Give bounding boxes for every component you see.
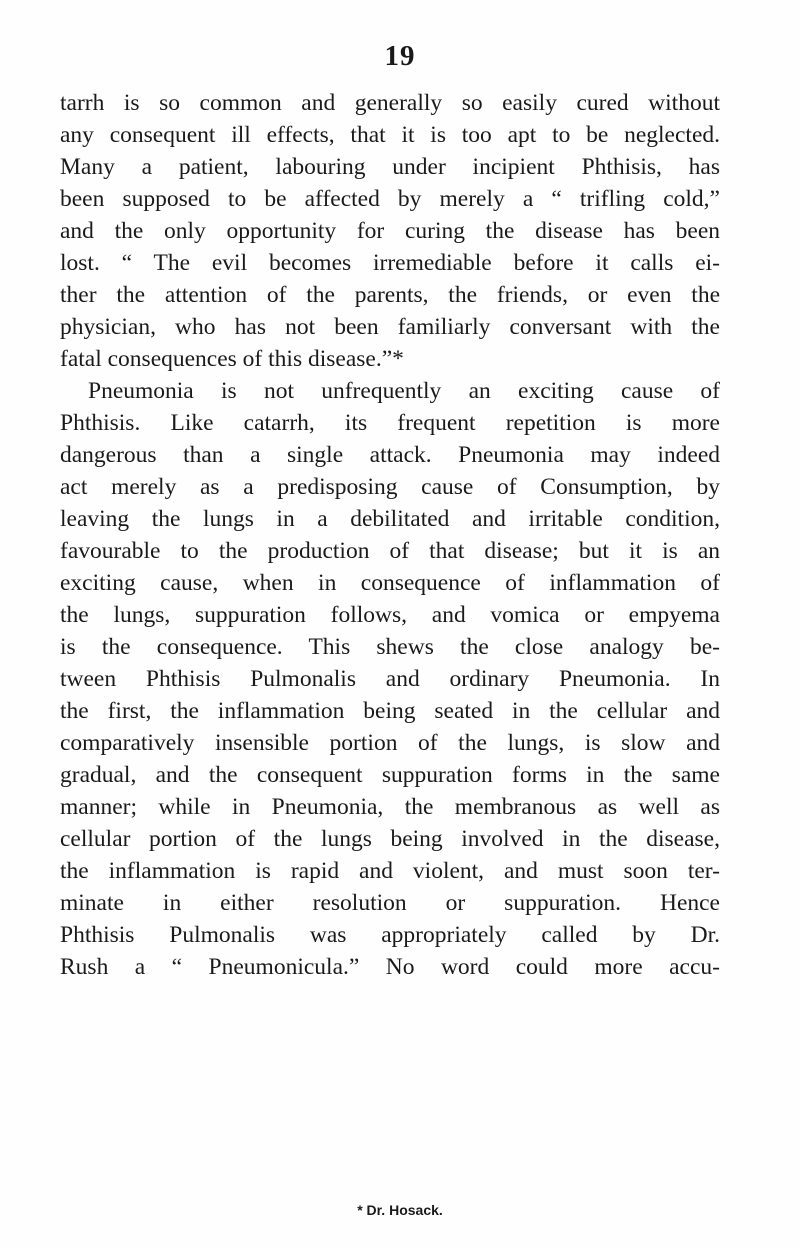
body-line: act merely as a predisposing cause of Consumption, by [60,474,720,500]
body-line: the inflammation is rapid and violent, and must soon ter- [60,858,720,884]
body-line: comparatively insensible portion of the lungs, is slow and [60,730,720,756]
body-line: the lungs, suppuration follows, and vomica or empyema [60,602,720,628]
body-line: minate in either resolution or suppuration. Hence [60,890,720,916]
body-line: physician, who has not been familiarly conversant with the [60,314,720,340]
page-number: 19 [384,40,416,72]
body-line: tween Phthisis Pulmonalis and ordinary Pneumonia. In [60,666,720,692]
body-line: fatal consequences of this disease.”* [60,346,404,372]
body-line: leaving the lungs in a debilitated and irritable condition, [60,506,720,532]
body-line: Phthisis. Like catarrh, its frequent repetition is more [60,410,720,436]
body-line: the first, the inflammation being seated in the cellular and [60,698,720,724]
body-line: exciting cause, when in consequence of inflammation of [60,570,720,596]
body-line: been supposed to be affected by merely a “ trifling cold,” [60,186,720,212]
body-line: cellular portion of the lungs being involved in the disease, [60,826,720,852]
body-line: lost. “ The evil becomes irremediable before it calls ei- [60,250,720,276]
body-line: tarrh is so common and generally so easily cured without [60,90,720,116]
body-line: favourable to the production of that disease; but it is an [60,538,720,564]
paragraph-start-line: Pneumonia is not unfrequently an exciting cause of [88,378,720,404]
body-line: dangerous than a single attack. Pneumonia may indeed [60,442,720,468]
footnote: * Dr. Hosack. [357,1202,443,1218]
body-line: Many a patient, labouring under incipient Phthisis, has [60,154,720,180]
body-line: is the consequence. This shews the close analogy be- [60,634,720,660]
body-line: Rush a “ Pneumonicula.” No word could more accu- [60,954,720,980]
body-line: and the only opportunity for curing the disease has been [60,218,720,244]
body-line: manner; while in Pneumonia, the membranous as well as [60,794,720,820]
body-line: any consequent ill effects, that it is too apt to be neglected. [60,122,720,148]
body-line: gradual, and the consequent suppuration forms in the same [60,762,720,788]
body-line: Phthisis Pulmonalis was appropriately called by Dr. [60,922,720,948]
body-line: ther the attention of the parents, the friends, or even the [60,282,720,308]
